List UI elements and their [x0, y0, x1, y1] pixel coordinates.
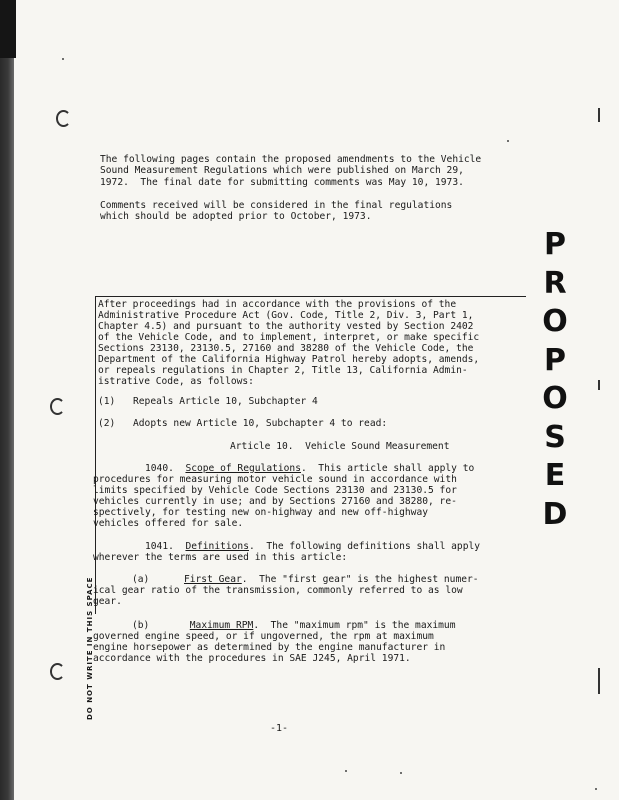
scan-speck — [345, 770, 347, 772]
scan-speck — [595, 788, 597, 790]
scan-speck — [507, 140, 509, 142]
stamp-letter: E — [544, 458, 566, 493]
text-line: limits specified by Vehicle Code Sections 23130 and 23130.5 for — [93, 485, 457, 496]
item-text: Repeals Article 10, Subchapter 4 — [133, 396, 318, 407]
punch-hole-middle — [50, 398, 65, 415]
section-border-left — [95, 296, 96, 614]
text-line: accordance with the procedures in SAE J245, April 1971. — [93, 653, 411, 664]
scan-speck — [400, 772, 402, 774]
item-text: Adopts new Article 10, Subchapter 4 to read: — [133, 418, 388, 429]
text-line: vehicles currently in use; and by Sections 27160 and 38280, re- — [93, 496, 457, 507]
margin-note: DO NOT WRITE IN THIS SPACE — [86, 576, 94, 720]
section-heading: Definitions — [185, 541, 249, 552]
text-line: Chapter 4.5) and pursuant to the authority vested by Section 2402 — [98, 321, 474, 332]
text-line: governed engine speed, or if ungoverned, the rpm at maximum — [93, 631, 434, 642]
text-line: Comments received will be considered in the final regulations — [100, 200, 453, 211]
stamp-letter: S — [544, 419, 566, 455]
stamp-letter: O — [542, 381, 568, 416]
article-title: Article 10. Vehicle Sound Measurement — [230, 441, 450, 452]
definition-b-first-line — [132, 621, 455, 632]
punch-hole-top — [56, 110, 71, 127]
text-line: Department of the California Highway Patrol hereby adopts, amends, — [98, 354, 480, 365]
stamp-letter: R — [543, 265, 567, 301]
section-heading: Scope of Regulations — [185, 463, 301, 474]
proposed-stamp — [535, 226, 575, 534]
text-line: Sections 23130, 23130.5, 27160 and 38280 of the Vehicle Code, the — [98, 343, 474, 354]
stamp-letter: D — [542, 496, 568, 532]
section-1041-first-line — [145, 542, 480, 553]
page-number: -1- — [270, 723, 289, 734]
text-line: 1972. The final date for submitting comments was May 10, 1973. — [100, 177, 464, 188]
text-line: The following pages contain the proposed amendments to the Vehicle — [100, 154, 482, 165]
page-left-edge-shadow — [0, 0, 14, 800]
text-line: gear. — [93, 596, 122, 607]
stamp-letter: O — [542, 304, 568, 339]
text-line: spectively, for testing new on-highway and new off-highway — [93, 507, 429, 518]
text-line: vehicles offered for sale. — [93, 518, 244, 529]
text-line: ical gear ratio of the transmission, commonly referred to as low — [93, 585, 463, 596]
text-line: of the Vehicle Code, and to implement, interpret, or make specific — [98, 332, 480, 343]
scan-speck — [62, 58, 64, 60]
definition-heading: First Gear — [183, 574, 242, 585]
text-line: After proceedings had in accordance with the provisions of the — [98, 299, 457, 310]
stamp-letter: P — [544, 227, 566, 262]
section-border-top — [96, 296, 526, 297]
page-corner-shadow — [0, 0, 16, 58]
text-run: . The "maximum rpm" is the maximum — [253, 620, 456, 631]
definition-label: (b) — [132, 620, 150, 631]
definition-label: (a) — [132, 574, 150, 585]
section-1040-first-line — [145, 464, 474, 475]
scan-mark — [598, 668, 600, 694]
text-line: or repeals regulations in Chapter 2, Title 13, California Admin- — [98, 365, 468, 376]
text-run: . The following definitions shall apply — [249, 541, 481, 552]
definition-heading: Maximum RPM — [189, 620, 254, 631]
item-number: (2) — [98, 418, 116, 429]
text-run: . This article shall apply to — [300, 463, 475, 474]
scan-mark — [598, 108, 600, 122]
text-run: . The "first gear" is the highest numer- — [241, 574, 479, 585]
scan-mark — [598, 380, 600, 390]
definition-a-first-line — [132, 575, 479, 586]
punch-hole-bottom — [50, 663, 65, 680]
section-number: 1040. — [145, 463, 174, 474]
section-number: 1041. — [145, 541, 174, 552]
text-line: istrative Code, as follows: — [98, 376, 254, 387]
text-line: Sound Measurement Regulations which were published on March 29, — [100, 165, 464, 176]
stamp-letter: P — [544, 342, 566, 378]
item-number: (1) — [98, 396, 116, 407]
text-line: which should be adopted prior to October, 1973. — [100, 211, 372, 222]
text-line: Administrative Procedure Act (Gov. Code, Title 2, Div. 3, Part 1, — [98, 310, 474, 321]
text-line: engine horsepower as determined by the engine manufacturer in — [93, 642, 446, 653]
text-line: procedures for measuring motor vehicle sound in accordance with — [93, 474, 457, 485]
text-line: wherever the terms are used in this article: — [93, 552, 348, 563]
